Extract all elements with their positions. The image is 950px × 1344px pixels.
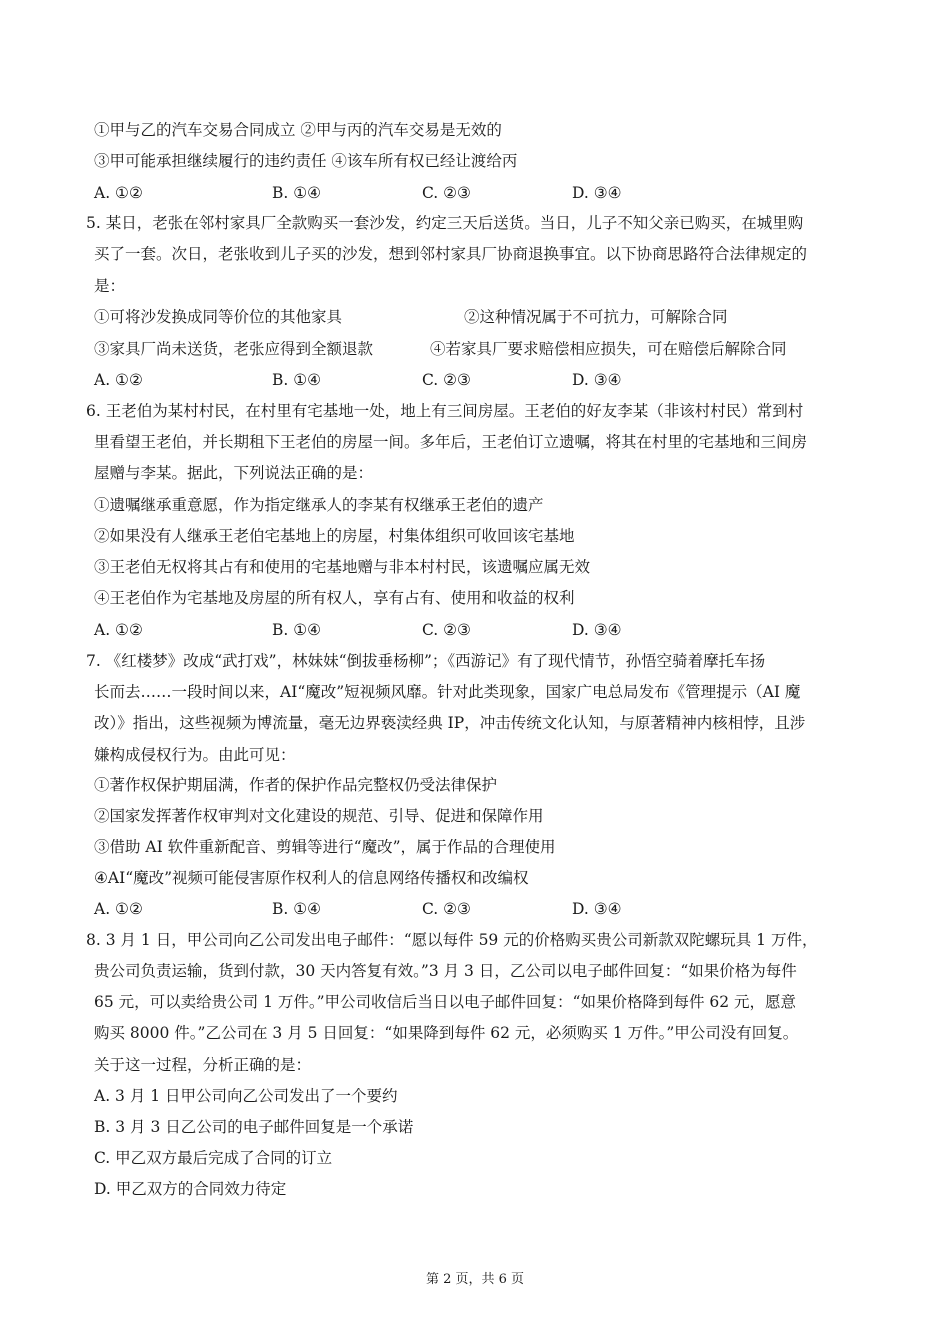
q6-statement: ②如果没有人继承王老伯宅基地上的房屋，村集体组织可收回该宅基地 [94,527,575,545]
q8-option-b: B. 3 月 3 日乙公司的电子邮件回复是一个承诺 [94,1118,414,1136]
q5-stem: 买了一套。次日，老张收到儿子买的沙发，想到邻村家具厂协商退换事宜。以下协商思路符合法律规定的 [94,245,808,263]
q5-stem: 是： [94,277,126,295]
q5-statement: ②这种情况属于不可抗力，可解除合同 [464,308,728,326]
q8-stem: 购买 8000 件。”乙公司在 3 月 5 日回复：“如果降到每件 62 元，必须购买 1 万件。”甲公司没有回复。 [94,1024,799,1042]
q6-stem: 6. 王老伯为某村村民，在村里有宅基地一处，地上有三间房屋。王老伯的好友李某（非该村村民）常到村 [86,402,804,420]
q6-stem: 里看望王老伯，并长期租下王老伯的房屋一间。多年后，王老伯订立遗嘱，将其在村里的宅基地和三间房 [94,433,808,451]
q8-stem: 65 元，可以卖给贵公司 1 万件。”甲公司收信后当日以电子邮件回复：“如果价格降到每件 62 元，愿意 [94,993,797,1011]
q4-option-a: A. ①② [94,184,143,202]
q5-statement: ④若家具厂要求赔偿相应损失，可在赔偿后解除合同 [430,340,787,358]
q7-option-a: A. ①② [94,900,143,918]
q7-statement: ④AI“魔改”视频可能侵害原作权利人的信息网络传播权和改编权 [94,869,529,887]
q4-option-b: B. ①④ [272,184,322,202]
q8-option-d: D. 甲乙双方的合同效力待定 [94,1180,287,1198]
q8-option-c: C. 甲乙双方最后完成了合同的订立 [94,1149,333,1167]
q8-option-a: A. 3 月 1 日甲公司向乙公司发出了一个要约 [94,1087,398,1105]
q7-stem: 7. 《红楼梦》改成“武打戏”，林妹妹“倒拔垂杨柳”；《西游记》有了现代情节，孙悟空骑着摩托车扬 [86,652,766,670]
q5-statement: ①可将沙发换成同等价位的其他家具 [94,308,343,326]
q8-stem: 8. 3 月 1 日，甲公司向乙公司发出电子邮件：“愿以每件 59 元的价格购买贵公司新款双陀螺玩具 1 万件， [86,931,818,949]
q6-stem: 屋赠与李某。据此，下列说法正确的是： [94,464,374,482]
q4-statement: ③甲可能承担继续履行的违约责任 ④该车所有权已经让渡给丙 [94,152,518,170]
q6-option-c: C. ②③ [422,621,471,639]
q4-option-d: D. ③④ [572,184,622,202]
q5-option-c: C. ②③ [422,371,471,389]
q7-stem: 长而去……一段时间以来，AI“魔改”短视频风靡。针对此类现象，国家广电总局发布《管理提示（AI 魔 [94,683,801,701]
q5-option-d: D. ③④ [572,371,622,389]
q6-statement: ④王老伯作为宅基地及房屋的所有权人，享有占有、使用和收益的权利 [94,589,575,607]
q7-statement: ③借助 AI 软件重新配音、剪辑等进行“魔改”，属于作品的合理使用 [94,838,556,856]
q4-statement: ①甲与乙的汽车交易合同成立 ②甲与丙的汽车交易是无效的 [94,121,502,139]
q6-statement: ①遗嘱继承重意愿，作为指定继承人的李某有权继承王老伯的遗产 [94,496,544,514]
q7-stem: 改）》指出，这些视频为博流量，毫无边界亵渎经典 IP，冲击传统文化认知，与原著精神内核相悖，且涉 [94,714,806,732]
q6-statement: ③王老伯无权将其占有和使用的宅基地赠与非本村村民，该遗嘱应属无效 [94,558,591,576]
q8-stem: 贵公司负责运输，货到付款，30 天内答复有效。”3 月 3 日，乙公司以电子邮件回复：“如果价格为每件 [94,962,797,980]
q6-option-b: B. ①④ [272,621,322,639]
q5-option-a: A. ①② [94,371,143,389]
q7-option-d: D. ③④ [572,900,622,918]
q7-option-c: C. ②③ [422,900,471,918]
q6-option-d: D. ③④ [572,621,622,639]
q7-statement: ②国家发挥著作权审判对文化建设的规范、引导、促进和保障作用 [94,807,544,825]
q5-statement: ③家具厂尚未送货，老张应得到全额退款 [94,340,374,358]
q7-statement: ①著作权保护期届满，作者的保护作品完整权仍受法律保护 [94,776,498,794]
q7-stem: 嫌构成侵权行为。由此可见： [94,746,296,764]
q4-option-c: C. ②③ [422,184,471,202]
q5-option-b: B. ①④ [272,371,322,389]
q5-stem: 5. 某日，老张在邻村家具厂全款购买一套沙发，约定三天后送货。当日，儿子不知父亲已购买，在城里购 [86,214,804,232]
q6-option-a: A. ①② [94,621,143,639]
page-footer: 第 2 页，共 6 页 [425,1272,525,1287]
q8-stem: 关于这一过程，分析正确的是： [94,1056,312,1074]
q7-option-b: B. ①④ [272,900,322,918]
